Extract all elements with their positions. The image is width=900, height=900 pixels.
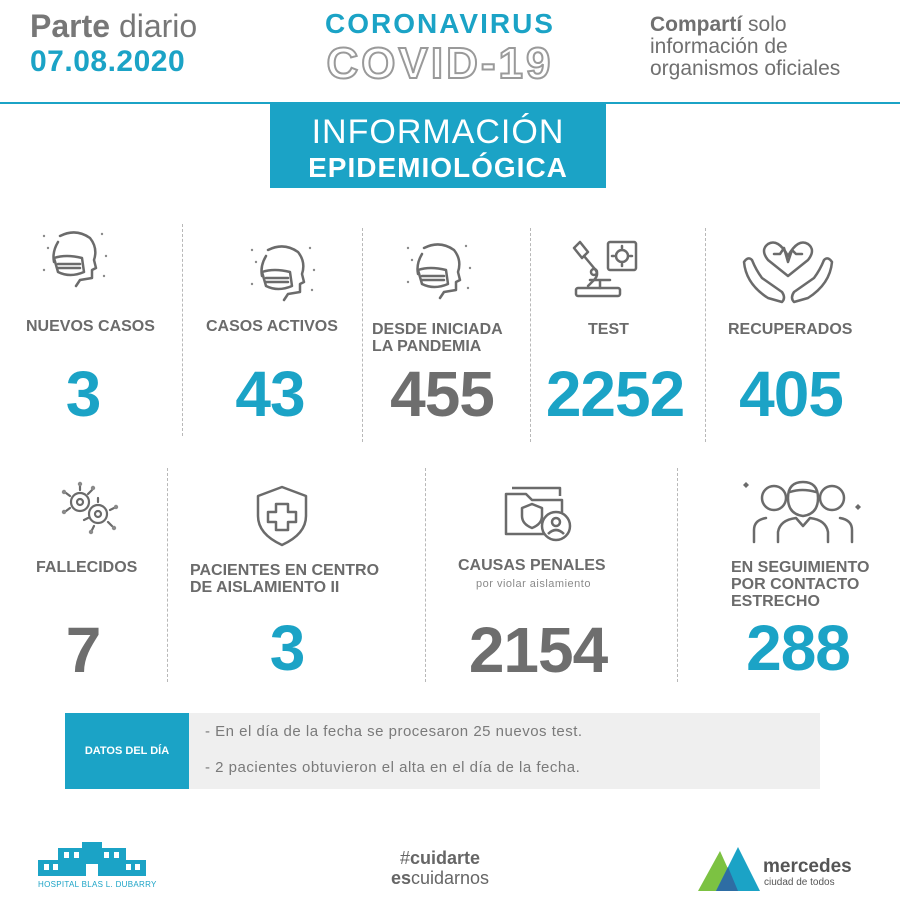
share-notice — [650, 14, 840, 80]
microscope-icon — [570, 238, 640, 304]
hospital-name: HOSPITAL BLAS L. DUBARRY — [38, 880, 157, 889]
pacientes-value: 3 — [269, 612, 305, 684]
casos-activos-label: CASOS ACTIVOS — [206, 318, 338, 335]
datos-item: - En el día de la fecha se procesaron 25 nuevos test. — [205, 723, 583, 740]
report-title-bold: Parte — [30, 8, 111, 44]
masked-face-icon — [248, 240, 320, 302]
causas-penales-label: CAUSAS PENALES — [458, 557, 606, 574]
report-heading — [30, 8, 197, 80]
pacientes-line1: PACIENTES EN CENTRO — [190, 562, 380, 579]
desde-iniciada-line1: DESDE INICIADA — [372, 321, 503, 338]
datos-del-dia-panel — [189, 713, 820, 789]
report-title-rest: diario — [110, 8, 198, 44]
fallecidos-label: FALLECIDOS — [36, 559, 138, 576]
fallecidos-value: 7 — [65, 614, 101, 686]
hands-heart-icon — [738, 232, 838, 308]
masked-face-icon — [404, 238, 476, 300]
column-divider — [425, 468, 426, 682]
casos-activos-value: 43 — [235, 358, 305, 430]
column-divider — [530, 228, 531, 442]
share-rest: solo — [742, 13, 787, 36]
causas-penales-sub: por violar aislamiento — [476, 578, 591, 590]
brand-name: mercedes — [763, 856, 852, 877]
banner-line-1: INFORMACIÓN — [311, 113, 565, 151]
column-divider — [677, 468, 678, 682]
column-divider — [182, 224, 183, 436]
hashtag-rest: cuidarnos — [410, 868, 490, 888]
covid19-title: COVID-19 — [326, 39, 554, 88]
seguimiento-line1: EN SEGUIMIENTO — [731, 559, 870, 576]
info-banner — [270, 104, 606, 188]
seguimiento-label — [731, 559, 869, 610]
report-date: 07.08.2020 — [30, 45, 186, 78]
column-divider — [705, 228, 706, 442]
pacientes-label — [190, 562, 379, 596]
brand-tagline: ciudad de todos — [764, 877, 835, 888]
hashtag — [330, 848, 550, 888]
virus-icon — [58, 478, 124, 538]
column-divider — [167, 468, 168, 682]
desde-iniciada-line2: LA PANDEMIA — [372, 338, 482, 355]
datos-del-dia-title: DATOS DEL DÍA — [65, 713, 189, 789]
share-line-2: información de — [650, 35, 788, 58]
folder-user-icon — [502, 484, 578, 544]
test-value: 2252 — [545, 358, 685, 430]
share-line-3: organismos oficiales — [650, 57, 841, 80]
covid-title — [300, 8, 580, 88]
seguimiento-line2: POR CONTACTO — [731, 576, 860, 593]
people-group-icon — [740, 476, 866, 546]
datos-item: - 2 pacientes obtuvieron el alta en el día de la fecha. — [205, 759, 581, 776]
seguimiento-value: 288 — [746, 612, 850, 684]
nuevos-casos-label: NUEVOS CASOS — [26, 318, 155, 335]
share-bold: Compartí — [650, 13, 743, 36]
hashtag-bold-1: cuidarte — [409, 848, 481, 868]
test-label: TEST — [588, 321, 629, 338]
seguimiento-line3: ESTRECHO — [731, 593, 820, 610]
column-divider — [362, 228, 363, 442]
hashtag-pre: # — [399, 848, 410, 868]
masked-face-icon — [40, 226, 112, 288]
hashtag-bold-2: es — [390, 868, 411, 888]
recuperados-value: 405 — [739, 358, 843, 430]
desde-iniciada-value: 455 — [390, 358, 494, 430]
nuevos-casos-value: 3 — [65, 358, 101, 430]
banner-line-2: EPIDEMIOLÓGICA — [308, 152, 568, 183]
shield-cross-icon — [254, 484, 310, 548]
recuperados-label: RECUPERADOS — [728, 321, 853, 338]
coronavirus-title: CORONAVIRUS — [325, 8, 555, 39]
pacientes-line2: DE AISLAMIENTO II — [190, 579, 340, 596]
mercedes-logo-icon — [698, 845, 760, 891]
desde-iniciada-label — [372, 321, 503, 355]
causas-penales-value: 2154 — [468, 614, 608, 686]
hospital-logo-icon — [38, 842, 146, 880]
